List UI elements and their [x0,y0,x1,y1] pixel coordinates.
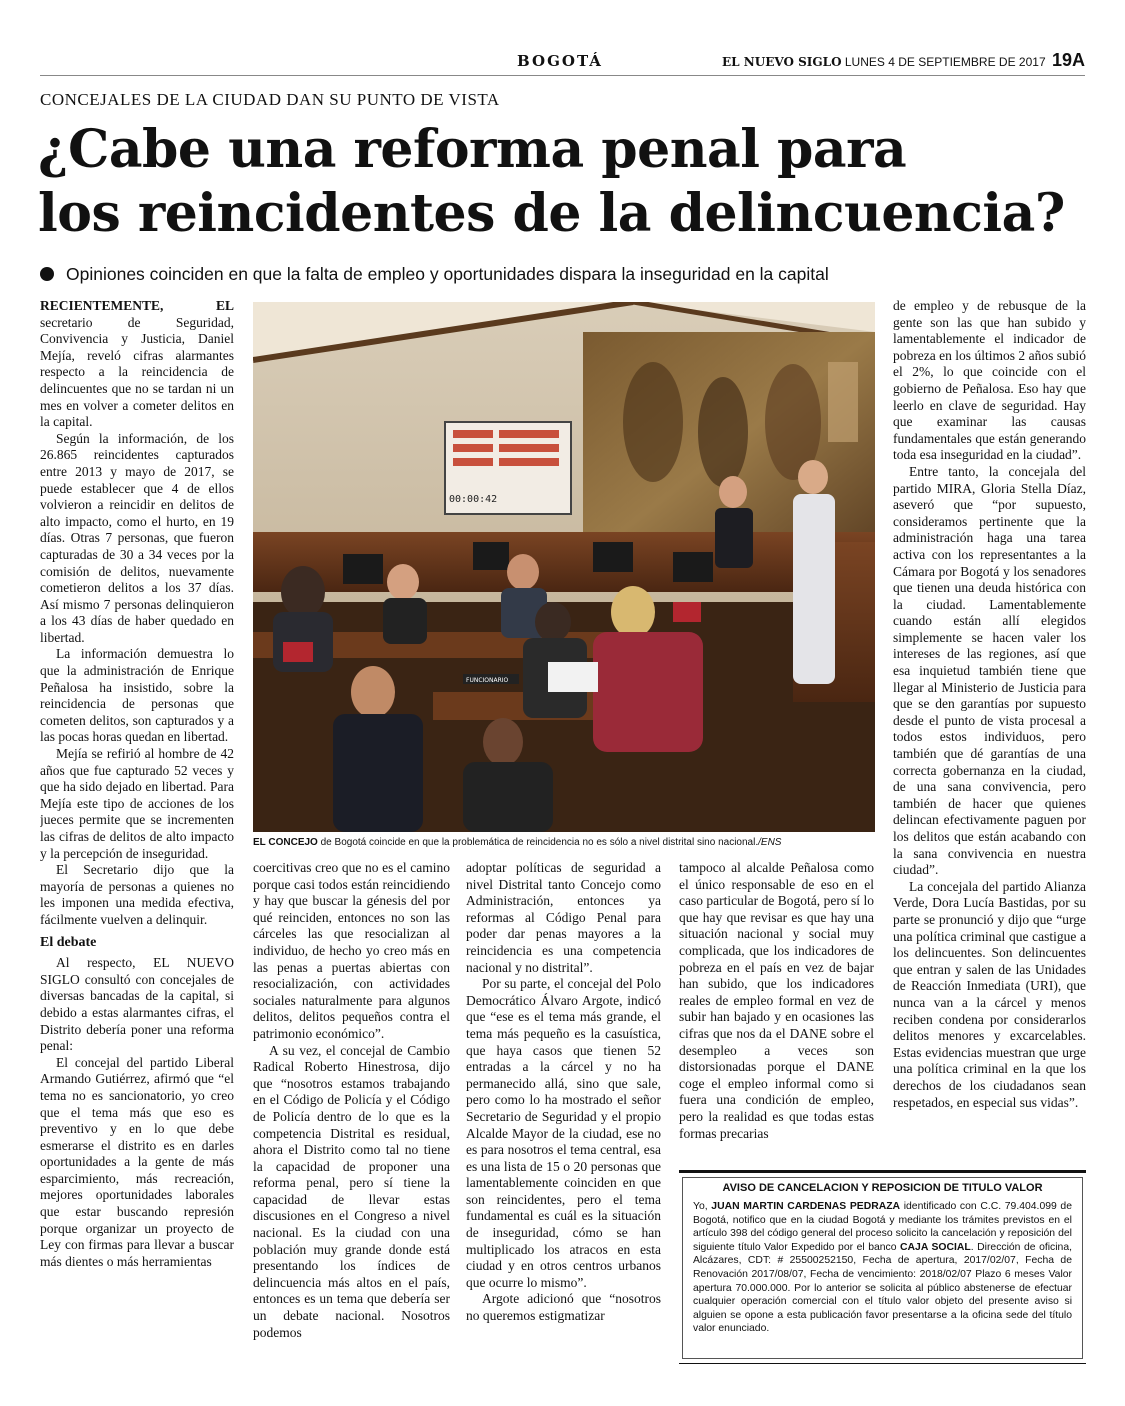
article-paragraph: adoptar políticas de seguridad a nivel Distrital tanto Concejo como Administración, entonces ya reformas al Código Penal para poder dar penas mayores a la reincidencia es una competencia nacional y no distrital”. [466,860,661,975]
article-paragraph: La información demuestra lo que la administración de Enrique Peñalosa ha insistido, sobre la reincidencia de personas que cometen delitos, son capturados y a las pocas horas quedan en libertad. [40,646,234,745]
article-column-1 [40,298,234,1348]
article-column-3 [466,860,661,1350]
article-paragraph: coercitivas creo que no es el camino porque casi todos están reincidiendo y hay que buscar la génesis del por qué reinciden, entonces no son las cárceles las que resocializan al individuo, de hecho yo creo más en las penas a puertas abiertas con resocialización, con actividades sociales naturalmente para algunos delitos, delitos pequeños contra el patrimonio económico”. [253,860,450,1041]
headline-line-1: ¿Cabe una reforma penal para [38,119,907,180]
article-column-5 [893,298,1086,1158]
article-paragraph: Argote adicionó que “nosotros no queremos estigmatizar [466,1291,661,1324]
article-paragraph: A su vez, el concejal de Cambio Radical Roberto Hinestrosa, dijo que “nosotros estamos trabajando en el Código de Policía y el Código de Policía dentro de lo que es la competencia Distrital es residual, ahora el Distrito como tal no tiene la capacidad de proponer una reforma penal, pero sí tiene la capacidad de llevar estas discusiones en el Congreso a nivel nacional. Es la ciudad con una población muy grande donde está presentando los índices de delincuencia más altos en el país, entonces es un tema que debería ser un debate nacional. Nosotros podemos [253,1042,450,1340]
article-paragraph: Según la información, de los 26.865 reincidentes capturados entre 2013 y mayo de 2017, se puede establecer que 4 de ellos volvieron a reincidir en delitos de alto impacto, como el hurto, en 19 días. Otras 7 personas, que fueron capturadas de 30 a 34 veces por la comisión de delitos, nuevamente cometieron delitos a los 37 días. Así mismo 7 personas delinquieron a los 43 días de haber quedado en libertad. [40,430,234,645]
section-label: BOGOTÁ [517,52,603,70]
notice-name: JUAN MARTIN CARDENAS PEDRAZA [711,1201,901,1212]
nameplate: FUNCIONARIO [466,677,509,684]
photo-credit: /ENS [758,837,782,848]
article-paragraph: Mejía se refirió al hombre de 42 años que fue capturado 52 veces y que ha sido dejado en libertad. Para Mejía este tipo de acciones de los jueces permite que se incrementen las cifras de delitos de alto impacto y la percepción de inseguridad. [40,746,234,861]
paper-name: EL NUEVO SIGLO [722,55,842,69]
legal-notice-title: AVISO DE CANCELACION Y REPOSICION DE TITULO VALOR [722,1182,1043,1194]
page-number: 19A [1051,50,1085,70]
kicker: CONCEJALES DE LA CIUDAD DAN SU PUNTO DE VISTA [40,90,500,109]
article-column-2 [253,860,450,1350]
article-paragraph: Por su parte, el concejal del Polo Democrático Álvaro Argote, indicó que “ese es el tema más grande, el tema más pequeño es la casuística, que haya casos que tienen 52 entradas a la cárcel y no ha permanecido allá, sino que sale, pero como lo ha mostrado el señor Secretario de Seguridad y el propio Alcalde Mayor de la ciudad, ese no es para nosotros el tema central, esa es una lista de 15 o 20 personas que lamentablemente coinciden en que son reincidentes, pero el tema fundamental es cuál es la situación de inseguridad, cómo se han multiplicado los atracos en esta ciudad y en otros centros urbanos que ocurre lo mismo”. [466,976,661,1290]
caption-lead: EL CONCEJO [253,837,318,848]
bullet-icon [40,267,54,281]
headline-line-2: los reincidentes de la delincuencia? [38,183,1065,244]
article-paragraph: El concejal del partido Liberal Armando Gutiérrez, afirmó que “el tema no es sancionatorio, yo creo que el tema más que eso es preventivo y en lo que debe esmerarse el distrito es en darles oportunidades a la gente de más esparcimiento, más recreación, mejores oportunidades laborales que estar buscando represión porque organizar un proyecto de Ley con firmas para llevar a buscar más dientes o más herramientas [40,1054,234,1269]
article-column-4 [679,860,874,1160]
article-paragraph: La concejala del partido Alianza Verde, Dora Lucía Bastidas, por su parte se pronunció y dijo que “urge una política criminal que castigue a los delincuentes. Son delincuentes que entran y salen de las Unidades de Reacción Inmediata (URI), que nunca van a la cárcel y menos reciben condena por considerarlos delitos menores y excarcelables. Estas evidencias muestran que urge una política criminal en la que los derechos de los ciudadanos sean respetados, en especial sus vidas”. [893,878,1086,1110]
notice-bank: CAJA SOCIAL [900,1241,971,1253]
header-divider [40,75,1085,76]
legal-notice-frame [682,1177,1083,1359]
issue-date: LUNES 4 DE SEPTIEMBRE DE 2017 [844,55,1046,69]
screen-timer: 00:00:42 [449,494,498,505]
lead-in: RECIENTEMENTE, EL [40,298,234,313]
caption-text: de Bogotá coincide en que la problemática de reincidencia no es sólo a nivel distrital sino nacional. [317,837,759,848]
article-paragraph: Al respecto, EL NUEVO SIGLO consultó con concejales de diversas bancadas de la capital, si debido a estas alarmantes cifras, el Distrito debería poner una reforma penal: [40,955,234,1054]
article-paragraph: RECIENTEMENTE, EL secretario de Seguridad, Convivencia y Justicia, Daniel Mejía, reveló cifras alarmantes respecto a la reincidencia de delincuentes que no se tardan ni un mes en volver a cometer delitos en la capital. [40,298,234,430]
deck [40,264,829,285]
article-paragraph: de empleo y de rebusque de la gente son las que han subido y lamentablemente el indicador de pobreza en los últimos 2 años subió el 2%, lo que coincide con el gobierno de Peñalosa. Eso hay que leerlo en clave de seguridad. Hay que examinar las causas fundamentales que están generando toda esa inseguridad en la ciudad”. [893,298,1086,463]
photo-caption [253,837,875,848]
chamber-photo [253,302,875,832]
chamber-photo-illustration [253,302,875,832]
legal-notice [679,1170,1086,1364]
article-paragraph: El Secretario dijo que la mayoría de personas a quienes no les imponen una medida efectiva, fácilmente vuelven a delinquir. [40,862,234,927]
subhead: El debate [40,934,97,950]
legal-notice-body: Yo, JUAN MARTIN CARDENAS PEDRAZA identificado con C.C. 79.404.099 de Bogotá, notifico que en la ciudad Bogotá y mediante los trámites previstos en el artículo 398 del código general del proceso solicito la cancelación y reposición del siguiente título Valor Expedido por el banco CAJA SOCIAL. Dirección de oficina, Alcázares, CDT: # 25500252150, Fecha de apertura, 2017/02/07, Fecha de Renovación 2017/08/07, Fecha de vencimiento: 2018/02/07 Plazo 6 meses Valor apertura 70.000.000. Por lo anterior se solicita al público abstenerse de efectuar cualquier operación comercial con el título valor objeto del presente aviso si alguien se opone a esta publicación favor presentarse a la oficina sede del título valor enunciado. [693,1201,1072,1335]
headline [38,118,1098,246]
folio [722,50,1085,71]
article-paragraph: Entre tanto, la concejala del partido MIRA, Gloria Stella Díaz, aseveró que “por supuesto, consideramos pertinente que la administración haga una tarea activa con los representantes a la Cámara por Bogotá y los senadores que tienen una deuda histórica con la ciudad. Lamentablemente cuando están allí elegidos simplemente se hacen valer los intereses de las regiones, así que esa inquietud también tiene que llegar al Ministerio de Justicia para que se den garantías por supuesto desde el punto de vista procesal a todos estos individuos, pero también que dé garantías de una correcta gobernanza en la ciudad, de una sana convivencia, pero también de hacer que quienes delincan efectivamente paguen por los delitos que están acabando con la sana convivencia en nuestra ciudad”. [893,463,1086,878]
article-paragraph: tampoco al alcalde Peñalosa como el único responsable de eso en el caso particular de Bogotá, pero sí lo que hay que revisar es que hay una situación nacional y social muy complicada, que los indicadores de pobreza en el país en vez de bajar han subido, que los indicadores reales de empleo formal en vez de subir han bajado y en ocasiones las cifras que nos da el DANE sobre el desempleo a veces son distorsionadas porque el DANE coge el empleo informal como si fuera una condición de empleo, pero la realidad es que todas estas formas precarias [679,860,874,1141]
deck-text: Opiniones coinciden en que la falta de empleo y oportunidades dispara la inseguridad en la capital [66,264,829,284]
